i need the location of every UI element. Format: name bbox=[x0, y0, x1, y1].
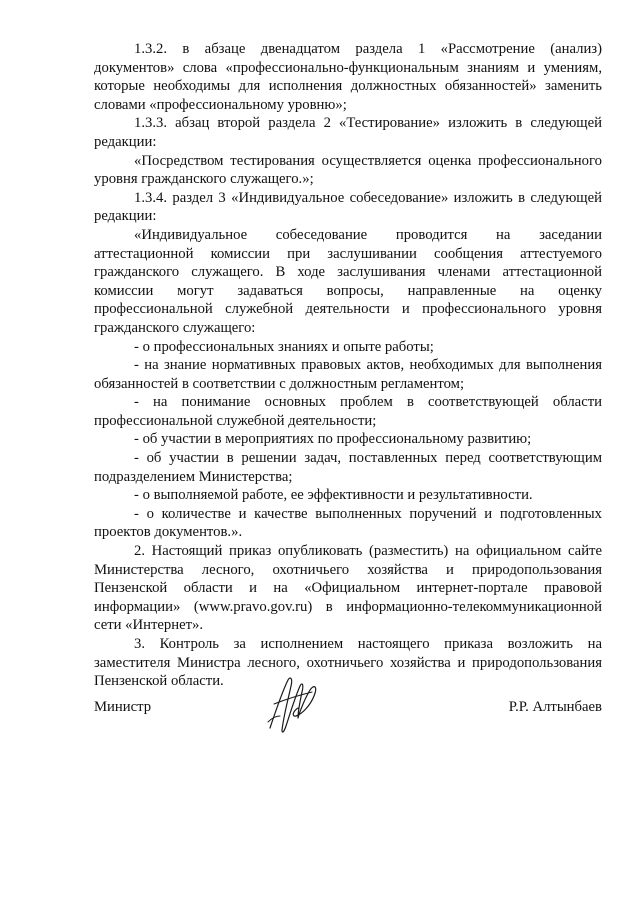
signature-block bbox=[94, 688, 602, 748]
document-body bbox=[94, 40, 602, 691]
signatory-name: Р.Р. Алтынбаев bbox=[508, 699, 602, 715]
signatory-title: Министр bbox=[94, 699, 152, 715]
paragraph-1-3-3: 1.3.3. абзац второй раздела 2 «Тестирование» изложить в следующей редакции: bbox=[94, 115, 602, 150]
paragraph-1-3-2: 1.3.2. в абзаце двенадцатом раздела 1 «Рассмотрение (анализ) документов» слова «профессионально-функциональным знаниям и умениям, которые необходимы для исполнения должностных обязанностей» заменить словами «профессиональному уровню»; bbox=[94, 41, 602, 113]
paragraph-testing-quote: «Посредством тестирования осуществляется оценка профессионального уровня гражданского служащего.»; bbox=[94, 152, 602, 188]
list-item-ministry-tasks: - об участии в решении задач, поставленных перед соответствующим подразделением Министерства; bbox=[94, 450, 602, 485]
list-item-normative-acts: - на знание нормативных правовых актов, необходимых для выполнения обязанностей в соответствии с должностным регламентом; bbox=[94, 357, 602, 392]
paragraph-1-3-4: 1.3.4. раздел 3 «Индивидуальное собеседование» изложить в следующей редакции: bbox=[94, 189, 602, 225]
handwritten-signature bbox=[262, 670, 326, 740]
list-item-professional-development: - об участии в мероприятиях по профессиональному развитию; bbox=[134, 431, 532, 448]
list-item-professional-knowledge: - о профессиональных знаниях и опыте работы; bbox=[134, 338, 434, 355]
list-item-assignments: - о количестве и качестве выполненных поручений и подготовленных проектов документов.». bbox=[94, 505, 602, 541]
list-item-main-problems: - на понимание основных проблем в соответствующей области профессиональной служебной деятельности; bbox=[94, 394, 602, 429]
paragraph-2-publication: 2. Настоящий приказ опубликовать (разместить) на официальном сайте Министерства лесного, охотничьего хозяйства и природопользования Пензенской области и на «Официальном интернет-портале правовой информации» (www.pravo.gov.ru) в информационно-телекоммуникационной сети «Интернет». bbox=[94, 543, 602, 634]
paragraph-3-control: 3. Контроль за исполнением настоящего приказа возложить на заместителя Министра лесного, охотничьего хозяйства и природопользования Пензенской области. bbox=[94, 636, 602, 690]
list-item-work-efficiency: - о выполняемой работе, ее эффективности и результативности. bbox=[134, 487, 533, 504]
paragraph-interview-quote: «Индивидуальное собеседование проводится на заседании аттестационной комиссии при заслушивании сообщения аттестуемого гражданского служащего. В ходе заслушивания членами аттестационной комиссии могут задаваться вопросы, направленные на оценку профессиональной служебной деятельности и профессионального уровня гражданского служащего: bbox=[94, 226, 602, 336]
